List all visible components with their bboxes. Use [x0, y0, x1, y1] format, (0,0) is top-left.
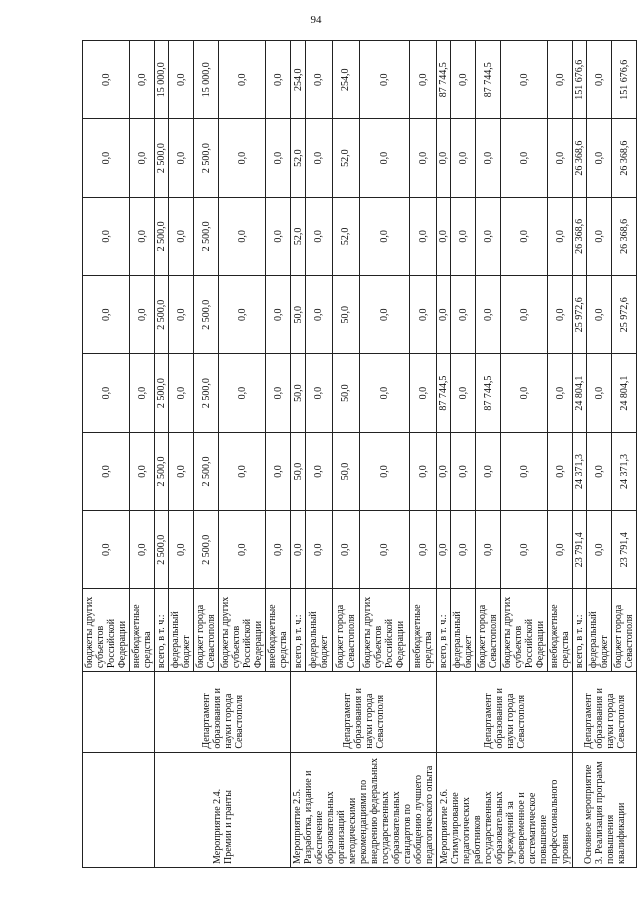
value-cell: 0,0 — [410, 119, 437, 197]
value-cell: 0,0 — [266, 197, 291, 275]
value-cell: 87 744,5 — [476, 354, 501, 432]
value-cell: 0,0 — [451, 354, 476, 432]
source-cell: федеральный бюджет — [169, 589, 194, 672]
value-cell: 0,0 — [587, 119, 612, 197]
value-cell: 2 500,0 — [155, 119, 169, 197]
source-cell: бюджет города Севастополя — [194, 589, 219, 672]
value-cell: 87 744,5 — [476, 41, 501, 119]
value-cell: 50,0 — [332, 354, 359, 432]
value-cell: 0,0 — [451, 511, 476, 589]
value-cell: 87 744,5 — [437, 354, 451, 432]
value-cell: 0,0 — [219, 119, 266, 197]
value-cell: 0,0 — [451, 197, 476, 275]
table-row — [155, 41, 169, 868]
value-cell: 0,0 — [410, 197, 437, 275]
value-cell: 0,0 — [548, 41, 573, 119]
value-cell: 0,0 — [501, 354, 548, 432]
value-cell: 15 000,0 — [155, 41, 169, 119]
value-cell: 0,0 — [410, 354, 437, 432]
executor-cell: Департамент образования и науки города Севастополя — [573, 672, 637, 753]
value-cell: 151 676,6 — [612, 41, 637, 119]
value-cell: 0,0 — [306, 354, 333, 432]
value-cell: 0,0 — [359, 197, 409, 275]
value-cell: 0,0 — [291, 511, 306, 589]
source-cell: бюджеты других субъектов Российской Федерации — [359, 589, 409, 672]
value-cell: 0,0 — [169, 354, 194, 432]
measure-cell: Мероприятие 2.4. Премии и гранты — [155, 752, 291, 867]
value-cell: 0,0 — [437, 432, 451, 510]
value-cell: 0,0 — [130, 354, 155, 432]
value-cell: 0,0 — [83, 41, 130, 119]
value-cell: 52,0 — [291, 119, 306, 197]
value-cell: 24 804,1 — [612, 354, 637, 432]
value-cell: 0,0 — [587, 432, 612, 510]
value-cell: 0,0 — [410, 511, 437, 589]
value-cell: 52,0 — [332, 197, 359, 275]
value-cell: 2 500,0 — [155, 354, 169, 432]
value-cell: 0,0 — [169, 197, 194, 275]
value-cell: 0,0 — [306, 276, 333, 354]
value-cell: 24 804,1 — [573, 354, 587, 432]
value-cell: 0,0 — [359, 41, 409, 119]
value-cell: 0,0 — [219, 197, 266, 275]
source-cell: федеральный бюджет — [587, 589, 612, 672]
budget-table — [82, 40, 637, 868]
value-cell: 2 500,0 — [194, 119, 219, 197]
value-cell: 0,0 — [266, 354, 291, 432]
value-cell: 0,0 — [451, 119, 476, 197]
source-cell: внебюджетные средства — [548, 589, 573, 672]
value-cell: 0,0 — [587, 354, 612, 432]
value-cell: 0,0 — [437, 276, 451, 354]
value-cell: 0,0 — [359, 119, 409, 197]
value-cell: 26 368,6 — [573, 197, 587, 275]
value-cell: 0,0 — [548, 354, 573, 432]
value-cell: 0,0 — [306, 511, 333, 589]
executor-cell: Департамент образования и науки города Севастополя — [291, 672, 437, 753]
measure-cell-continued — [83, 752, 155, 867]
value-cell: 23 791,4 — [573, 511, 587, 589]
value-cell: 50,0 — [291, 432, 306, 510]
value-cell: 2 500,0 — [155, 511, 169, 589]
source-cell: внебюджетные средства — [410, 589, 437, 672]
value-cell: 52,0 — [291, 197, 306, 275]
value-cell: 50,0 — [332, 276, 359, 354]
value-cell: 0,0 — [359, 276, 409, 354]
value-cell: 0,0 — [476, 197, 501, 275]
value-cell: 0,0 — [476, 119, 501, 197]
value-cell: 0,0 — [548, 432, 573, 510]
value-cell: 0,0 — [451, 432, 476, 510]
value-cell: 0,0 — [332, 511, 359, 589]
value-cell: 0,0 — [83, 432, 130, 510]
value-cell: 0,0 — [130, 41, 155, 119]
value-cell: 0,0 — [169, 432, 194, 510]
value-cell: 0,0 — [501, 432, 548, 510]
table-row — [573, 41, 587, 868]
value-cell: 24 371,3 — [573, 432, 587, 510]
value-cell: 0,0 — [219, 41, 266, 119]
value-cell: 2 500,0 — [194, 354, 219, 432]
value-cell: 2 500,0 — [194, 276, 219, 354]
measure-cell: Мероприятие 2.5. Разработка, издание и обеспечение образовательных организаций методическими рекомендациями по внедрению федеральных государственных образовательных стандартов по обобщению лучшего педагогического опыта — [291, 752, 437, 867]
value-cell: 15 000,0 — [194, 41, 219, 119]
value-cell: 0,0 — [266, 276, 291, 354]
value-cell: 2 500,0 — [194, 511, 219, 589]
value-cell: 0,0 — [587, 276, 612, 354]
source-cell: федеральный бюджет — [306, 589, 333, 672]
source-cell: внебюджетные средства — [266, 589, 291, 672]
value-cell: 0,0 — [169, 119, 194, 197]
value-cell: 0,0 — [169, 511, 194, 589]
source-cell: всего, в т. ч.: — [573, 589, 587, 672]
value-cell: 50,0 — [291, 276, 306, 354]
value-cell: 0,0 — [130, 119, 155, 197]
value-cell: 0,0 — [306, 197, 333, 275]
value-cell: 0,0 — [266, 511, 291, 589]
value-cell: 0,0 — [266, 41, 291, 119]
table-row — [291, 41, 306, 868]
value-cell: 0,0 — [410, 41, 437, 119]
value-cell: 0,0 — [501, 119, 548, 197]
value-cell: 0,0 — [501, 197, 548, 275]
value-cell: 254,0 — [291, 41, 306, 119]
value-cell: 25 972,6 — [612, 276, 637, 354]
value-cell: 0,0 — [169, 276, 194, 354]
value-cell: 0,0 — [451, 41, 476, 119]
value-cell: 0,0 — [501, 276, 548, 354]
value-cell: 0,0 — [359, 354, 409, 432]
source-cell: бюджет города Севастополя — [612, 589, 637, 672]
value-cell: 26 368,6 — [573, 119, 587, 197]
source-cell: федеральный бюджет — [451, 589, 476, 672]
source-cell: всего, в т. ч.: — [437, 589, 451, 672]
value-cell: 0,0 — [219, 354, 266, 432]
value-cell: 0,0 — [219, 511, 266, 589]
value-cell: 151 676,6 — [573, 41, 587, 119]
value-cell: 0,0 — [476, 511, 501, 589]
value-cell: 0,0 — [130, 276, 155, 354]
value-cell: 0,0 — [130, 197, 155, 275]
value-cell: 0,0 — [548, 511, 573, 589]
source-cell: бюджет города Севастополя — [476, 589, 501, 672]
value-cell: 0,0 — [130, 511, 155, 589]
value-cell: 2 500,0 — [194, 432, 219, 510]
value-cell: 2 500,0 — [194, 197, 219, 275]
source-cell: бюджеты других субъектов Российской Федерации — [83, 589, 130, 672]
source-cell: бюджет города Севастополя — [332, 589, 359, 672]
executor-cell-continued — [83, 672, 155, 753]
value-cell: 0,0 — [130, 432, 155, 510]
value-cell: 0,0 — [451, 276, 476, 354]
value-cell: 0,0 — [587, 41, 612, 119]
value-cell: 0,0 — [359, 432, 409, 510]
value-cell: 0,0 — [548, 276, 573, 354]
value-cell: 2 500,0 — [155, 197, 169, 275]
value-cell: 0,0 — [169, 41, 194, 119]
value-cell: 0,0 — [306, 119, 333, 197]
page-number: 94 — [310, 14, 322, 26]
value-cell: 0,0 — [437, 197, 451, 275]
measure-cell: Мероприятие 2.6. Стимулирование педагогических работников государственных образовательных учреждений за своевременное и систематическое повышение профессионального уровня — [437, 752, 573, 867]
value-cell: 23 791,4 — [612, 511, 637, 589]
value-cell: 0,0 — [476, 276, 501, 354]
value-cell: 0,0 — [437, 511, 451, 589]
value-cell: 50,0 — [291, 354, 306, 432]
value-cell: 0,0 — [266, 119, 291, 197]
table-row — [83, 41, 130, 868]
value-cell: 0,0 — [83, 276, 130, 354]
value-cell: 0,0 — [548, 197, 573, 275]
value-cell: 26 368,6 — [612, 119, 637, 197]
value-cell: 2 500,0 — [155, 432, 169, 510]
value-cell: 0,0 — [219, 276, 266, 354]
value-cell: 0,0 — [501, 41, 548, 119]
value-cell: 254,0 — [332, 41, 359, 119]
source-cell: бюджеты других субъектов Российской Федерации — [501, 589, 548, 672]
value-cell: 25 972,6 — [573, 276, 587, 354]
value-cell: 0,0 — [219, 432, 266, 510]
value-cell: 24 371,3 — [612, 432, 637, 510]
value-cell: 0,0 — [437, 119, 451, 197]
value-cell: 0,0 — [410, 432, 437, 510]
value-cell: 50,0 — [332, 432, 359, 510]
value-cell: 0,0 — [410, 276, 437, 354]
value-cell: 0,0 — [83, 511, 130, 589]
value-cell: 0,0 — [306, 432, 333, 510]
executor-cell: Департамент образования и науки города Севастополя — [437, 672, 573, 753]
value-cell: 0,0 — [548, 119, 573, 197]
value-cell: 0,0 — [306, 41, 333, 119]
table-row — [437, 41, 451, 868]
value-cell: 26 368,6 — [612, 197, 637, 275]
value-cell: 0,0 — [587, 511, 612, 589]
source-cell: всего, в т. ч.: — [155, 589, 169, 672]
value-cell: 2 500,0 — [155, 276, 169, 354]
source-cell: внебюджетные средства — [130, 589, 155, 672]
value-cell: 52,0 — [332, 119, 359, 197]
executor-cell: Департамент образования и науки города Севастополя — [155, 672, 291, 753]
value-cell: 0,0 — [359, 511, 409, 589]
value-cell: 87 744,5 — [437, 41, 451, 119]
source-cell: всего, в т. ч.: — [291, 589, 306, 672]
measure-cell: Основное мероприятие 3. Реализация программ повышения квалификации — [573, 752, 637, 867]
value-cell: 0,0 — [83, 354, 130, 432]
value-cell: 0,0 — [476, 432, 501, 510]
value-cell: 0,0 — [83, 119, 130, 197]
source-cell: бюджеты других субъектов Российской Федерации — [219, 589, 266, 672]
value-cell: 0,0 — [501, 511, 548, 589]
budget-table-body — [83, 41, 637, 868]
budget-table-rotated — [82, 40, 635, 868]
value-cell: 0,0 — [83, 197, 130, 275]
value-cell: 0,0 — [266, 432, 291, 510]
value-cell: 0,0 — [587, 197, 612, 275]
